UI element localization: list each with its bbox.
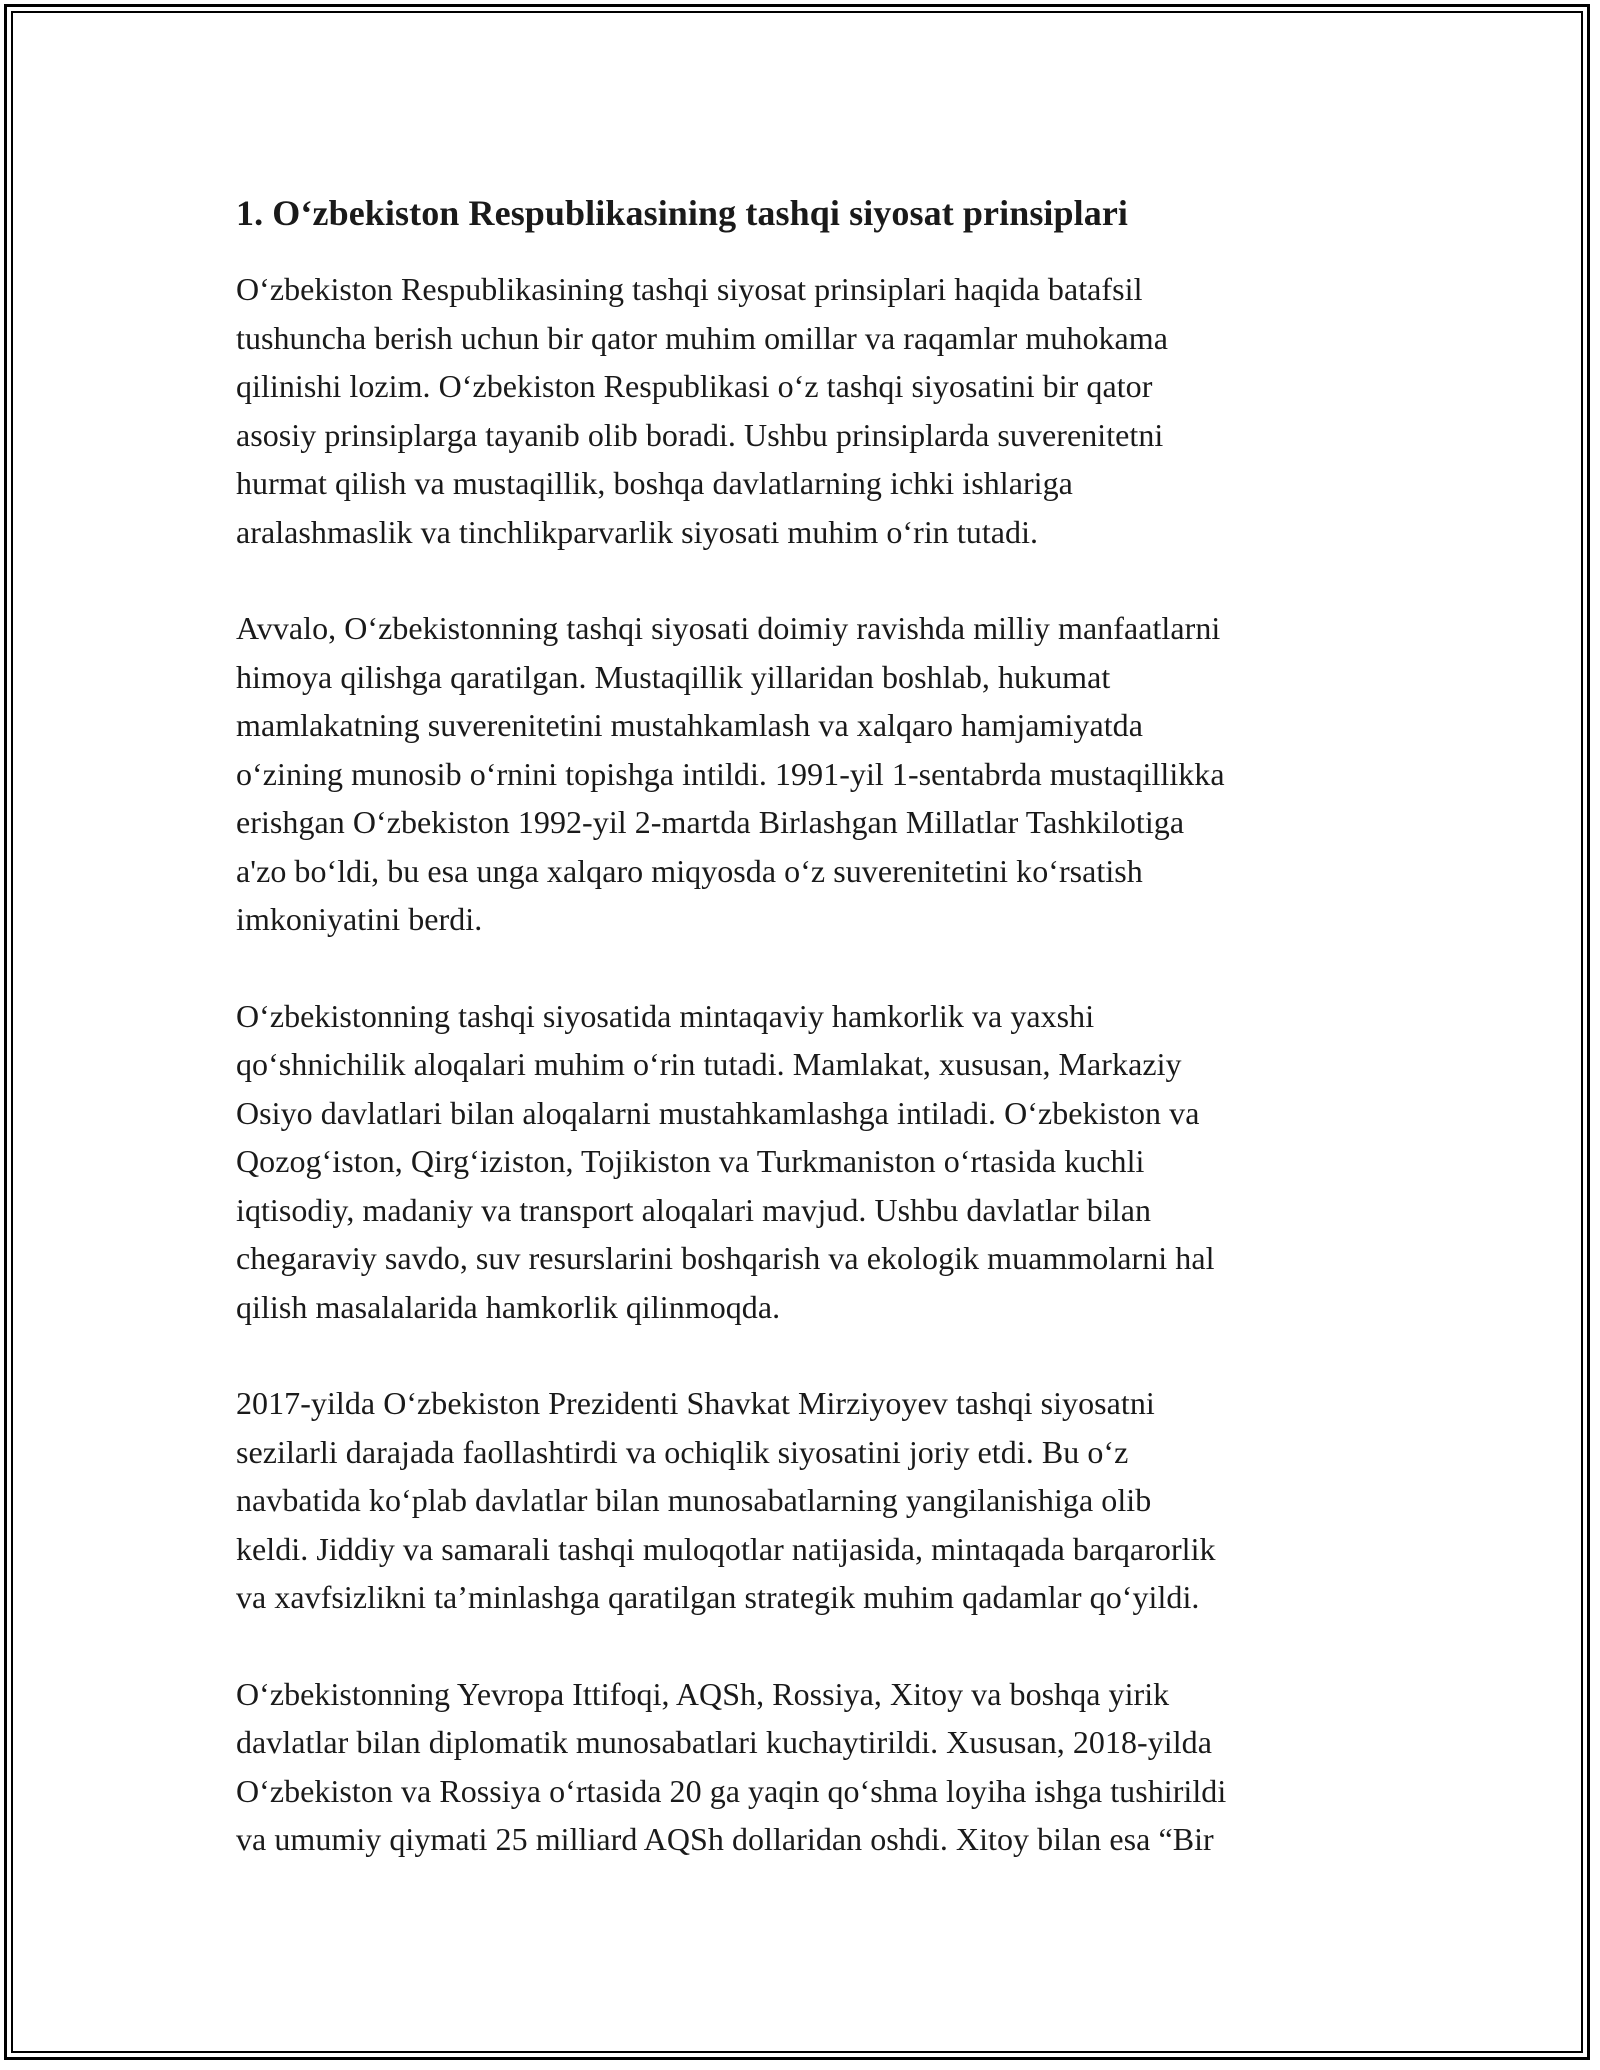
paragraph: [236, 1670, 1386, 1864]
paragraph-line: Avvalo, Oʻzbekistonning tashqi siyosati doimiy ravishda milliy manfaatlarni: [236, 610, 1221, 646]
paragraph-line: iqtisodiy, madaniy va transport aloqalari mavjud. Ushbu davlatlar bilan: [236, 1191, 1152, 1228]
paragraph-line: Qozogʻiston, Qirgʻiziston, Tojikiston va Turkmaniston oʻrtasida kuchli: [236, 1143, 1145, 1179]
paragraph-line: davlatlar bilan diplomatik munosabatlari kuchaytirildi. Xususan, 2018-yilda: [236, 1724, 1212, 1760]
paragraph-line: keldi. Jiddiy va samarali tashqi muloqotlar natijasida, mintaqada barqarorlik: [236, 1530, 1216, 1567]
paragraph-line: tushuncha berish uchun bir qator muhim omillar va raqamlar muhokama: [236, 319, 1168, 356]
paragraph-line: chegaraviy savdo, suv resurslarini boshqarish va ekologik muammolarni hal: [236, 1240, 1215, 1276]
document-body: [236, 188, 1386, 1912]
paragraph-line: Osiyo davlatlari bilan aloqalarni mustahkamlashga intiladi. Oʻzbekiston va: [236, 1094, 1200, 1131]
paragraph-line: erishgan Oʻzbekiston 1992-yil 2-martda Birlashgan Millatlar Tashkilotiga: [236, 804, 1185, 840]
paragraph-line: aralashmaslik va tinchlikparvarlik siyosati muhim oʻrin tutadi.: [236, 513, 1039, 550]
paragraph-line: va umumiy qiymati 25 milliard AQSh dollaridan oshdi. Xitoy bilan esa “Bir: [236, 1821, 1214, 1857]
paragraph-line: va xavfsizlikni ta’minlashga qaratilgan strategik muhim qadamlar qoʻyildi.: [236, 1579, 1200, 1615]
paragraph-line: Oʻzbekistonning tashqi siyosatida mintaqaviy hamkorlik va yaxshi: [236, 997, 1095, 1034]
paragraph-line: imkoniyatini berdi.: [236, 901, 483, 937]
paragraph: [236, 265, 1386, 556]
paragraph-list: [236, 265, 1386, 1864]
paragraph-line: qilinishi lozim. Oʻzbekiston Respublikasi oʻz tashqi siyosatini bir qator: [236, 368, 1153, 404]
paragraph-line: Oʻzbekiston va Rossiya oʻrtasida 20 ga yaqin qoʻshma loyiha ishga tushirildi: [236, 1772, 1227, 1809]
paragraph-line: Oʻzbekistonning Yevropa Ittifoqi, AQSh, Rossiya, Xitoy va boshqa yirik: [236, 1675, 1170, 1712]
paragraph-line: 2017-yilda Oʻzbekiston Prezidenti Shavkat Mirziyoyev tashqi siyosatni: [236, 1385, 1155, 1421]
section-heading: 1. Oʻzbekiston Respublikasining tashqi siyosat prinsiplari: [236, 193, 1129, 233]
paragraph-line: a'zo boʻldi, bu esa unga xalqaro miqyosda oʻz suverenitetini koʻrsatish: [236, 852, 1143, 889]
paragraph-line: qoʻshnichilik aloqalari muhim oʻrin tutadi. Mamlakat, xususan, Markaziy: [236, 1046, 1182, 1082]
paragraph: [236, 1379, 1386, 1622]
paragraph-line: navbatida koʻplab davlatlar bilan munosabatlarning yangilanishiga olib: [236, 1482, 1152, 1518]
paragraph-line: mamlakatning suverenitetini mustahkamlash va xalqaro hamjamiyatda: [236, 707, 1143, 743]
paragraph-line: asosiy prinsiplarga tayanib olib boradi. Ushbu prinsiplarda suverenitetni: [236, 416, 1164, 453]
paragraph-line: qilish masalalarida hamkorlik qilinmoqda.: [236, 1288, 781, 1325]
paragraph-line: hurmat qilish va mustaqillik, boshqa davlatlarning ichki ishlariga: [236, 465, 1073, 501]
paragraph-line: sezilarli darajada faollashtirdi va ochiqlik siyosatini joriy etdi. Bu oʻz: [236, 1433, 1129, 1470]
paragraph: [236, 992, 1386, 1332]
paragraph-line: oʻzining munosib oʻrnini topishga intildi. 1991-yil 1-sentabrda mustaqillikka: [236, 755, 1225, 792]
paragraph-line: Oʻzbekiston Respublikasining tashqi siyosat prinsiplari haqida batafsil: [236, 271, 1143, 307]
paragraph-line: himoya qilishga qaratilgan. Mustaqillik yillaridan boshlab, hukumat: [236, 658, 1111, 695]
paragraph: [236, 604, 1386, 944]
